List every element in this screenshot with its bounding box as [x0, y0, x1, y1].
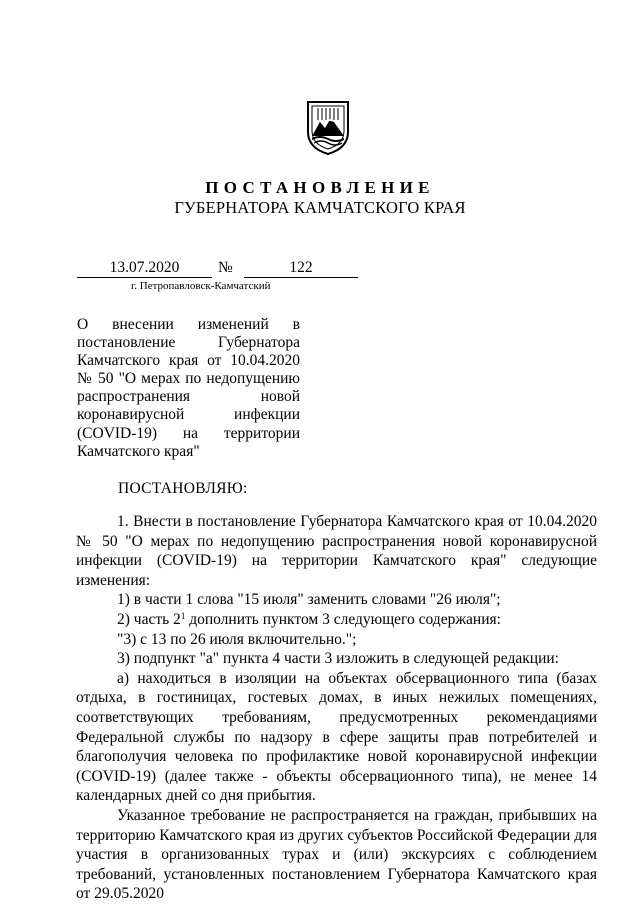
paragraph-1: 1. Внести в постановление Губернатора Камчатского края от 10.04.2020 № 50 "О мерах по недопущению распространения новой коронавирусной инфекции (COVID-19) на территории Камчатского края" следующие изменения:	[76, 513, 597, 589]
paragraph-3	[76, 610, 597, 630]
document-body	[76, 512, 597, 904]
paragraph-2: 1) в части 1 слова "15 июля" заменить словами "26 июля";	[117, 591, 501, 609]
document-date: 13.07.2020	[77, 259, 212, 278]
coat-of-arms-emblem	[304, 98, 352, 156]
decree-word: ПОСТАНОВЛЯЮ:	[118, 480, 248, 497]
paragraph-5: 3) подпункт "а" пункта 4 части 3 изложить в следующей редакции:	[117, 650, 559, 668]
document-subject: О внесении изменений в постановление Губернатора Камчатского края от 10.04.2020 № 50 "О мерах по недопущению распространения новой коронавирусной инфекции (COVID-19) на территории Камчатского края"	[77, 316, 300, 460]
superscript: 1	[180, 610, 186, 621]
paragraph-3-start: 2) часть 2	[117, 610, 181, 628]
document-issuer: ГУБЕРНАТОРА КАМЧАТСКОГО КРАЯ	[174, 198, 466, 217]
paragraph-6: а) находиться в изоляции на объектах обсервационного типа (базах отдыха, в гостиницах, гостевых домах, в иных нежилых помещениях, соответствующих требованиям, предусмотренных рекомендациями Федеральной службы по надзору в сфере защиты прав потребителей и благополучия человека по профилактике новой коронавирусной инфекции (COVID-19) (далее также - объекты обсервационного типа), не менее 14 календарных дней со дня прибытия.	[76, 669, 597, 805]
paragraph-7: Указанное требование не распространяется на граждан, прибывших на территорию Камчатского края из других субъектов Российской Федерации для участия в организованных турах и (или) экскурсиях с соблюдением требований, установленных постановлением Губернатора Камчатского края от 29.05.2020	[76, 806, 597, 903]
number-sign: №	[218, 259, 233, 276]
document-title: ПОСТАНОВЛЕНИЕ	[205, 178, 435, 197]
document-number: 122	[244, 259, 358, 278]
paragraph-3-end: дополнить пунктом 3 следующего содержания:	[185, 610, 501, 628]
paragraph-4: "3) с 13 по 26 июля включительно.";	[117, 630, 357, 648]
document-place: г. Петропавловск-Камчатский	[131, 280, 271, 292]
